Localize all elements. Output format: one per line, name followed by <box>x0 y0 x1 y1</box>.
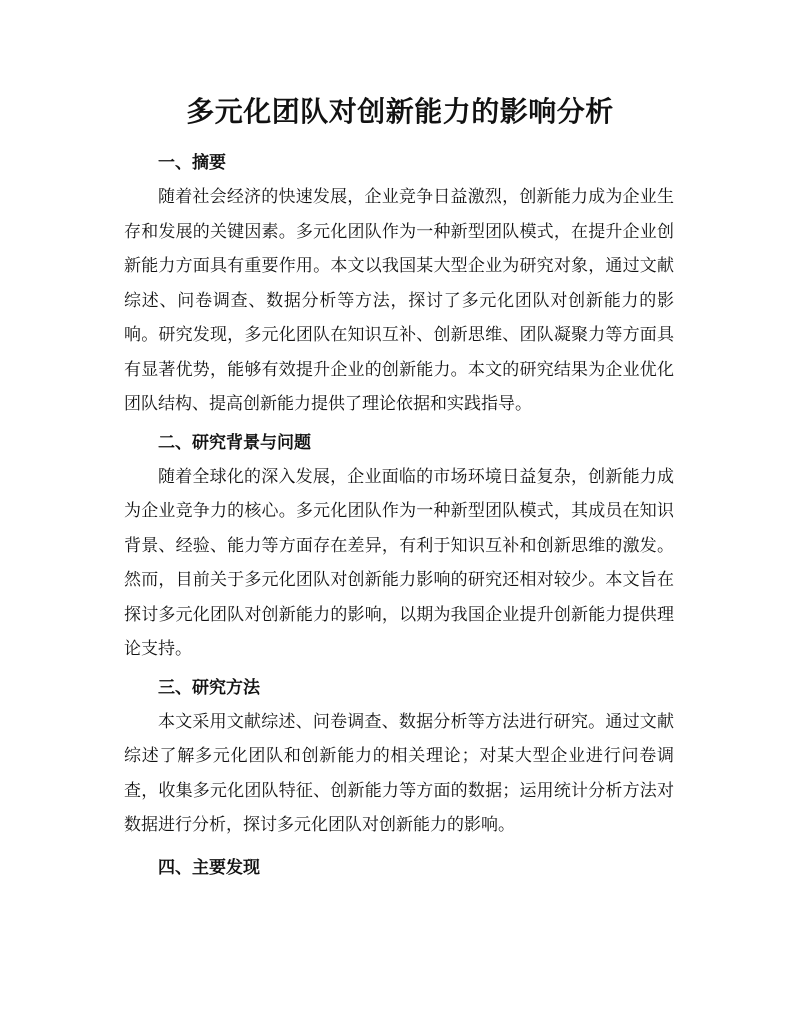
section-heading-background: 二、研究背景与问题 <box>158 432 311 453</box>
section-paragraph-background: 随着全球化的深入发展，企业面临的市场环境日益复杂，创新能力成为企业竞争力的核心。多元化团队作为一种新型团队模式，其成员在知识背景、经验、能力等方面存在差异，有利于知识互补和创新思维的激发。然而，目前关于多元化团队对创新能力影响的研究还相对较少。本文旨在探讨多元化团队对创新能力的影响，以期为我国企业提升创新能力提供理论支持。 <box>124 466 674 659</box>
section-heading-methods: 三、研究方法 <box>158 677 260 698</box>
section-paragraph-abstract: 随着社会经济的快速发展，企业竞争日益激烈，创新能力成为企业生存和发展的关键因素。多元化团队作为一种新型团队模式，在提升企业创新能力方面具有重要作用。本文以我国某大型企业为研究对象，通过文献综述、问卷调查、数据分析等方法，探讨了多元化团队对创新能力的影响。研究发现，多元化团队在知识互补、创新思维、团队凝聚力等方面具有显著优势，能够有效提升企业的创新能力。本文的研究结果为企业优化团队结构、提高创新能力提供了理论依据和实践指导。 <box>124 187 674 414</box>
section-paragraph-methods: 本文采用文献综述、问卷调查、数据分析等方法进行研究。通过文献综述了解多元化团队和创新能力的相关理论；对某大型企业进行问卷调查，收集多元化团队特征、创新能力等方面的数据；运用统计分析方法对数据进行分析，探讨多元化团队对创新能力的影响。 <box>124 711 674 835</box>
section-heading-findings: 四、主要发现 <box>158 857 260 878</box>
document-body <box>124 146 674 885</box>
section-heading-abstract: 一、摘要 <box>158 153 226 173</box>
page-title: 多元化团队对创新能力的影响分析 <box>186 95 614 128</box>
